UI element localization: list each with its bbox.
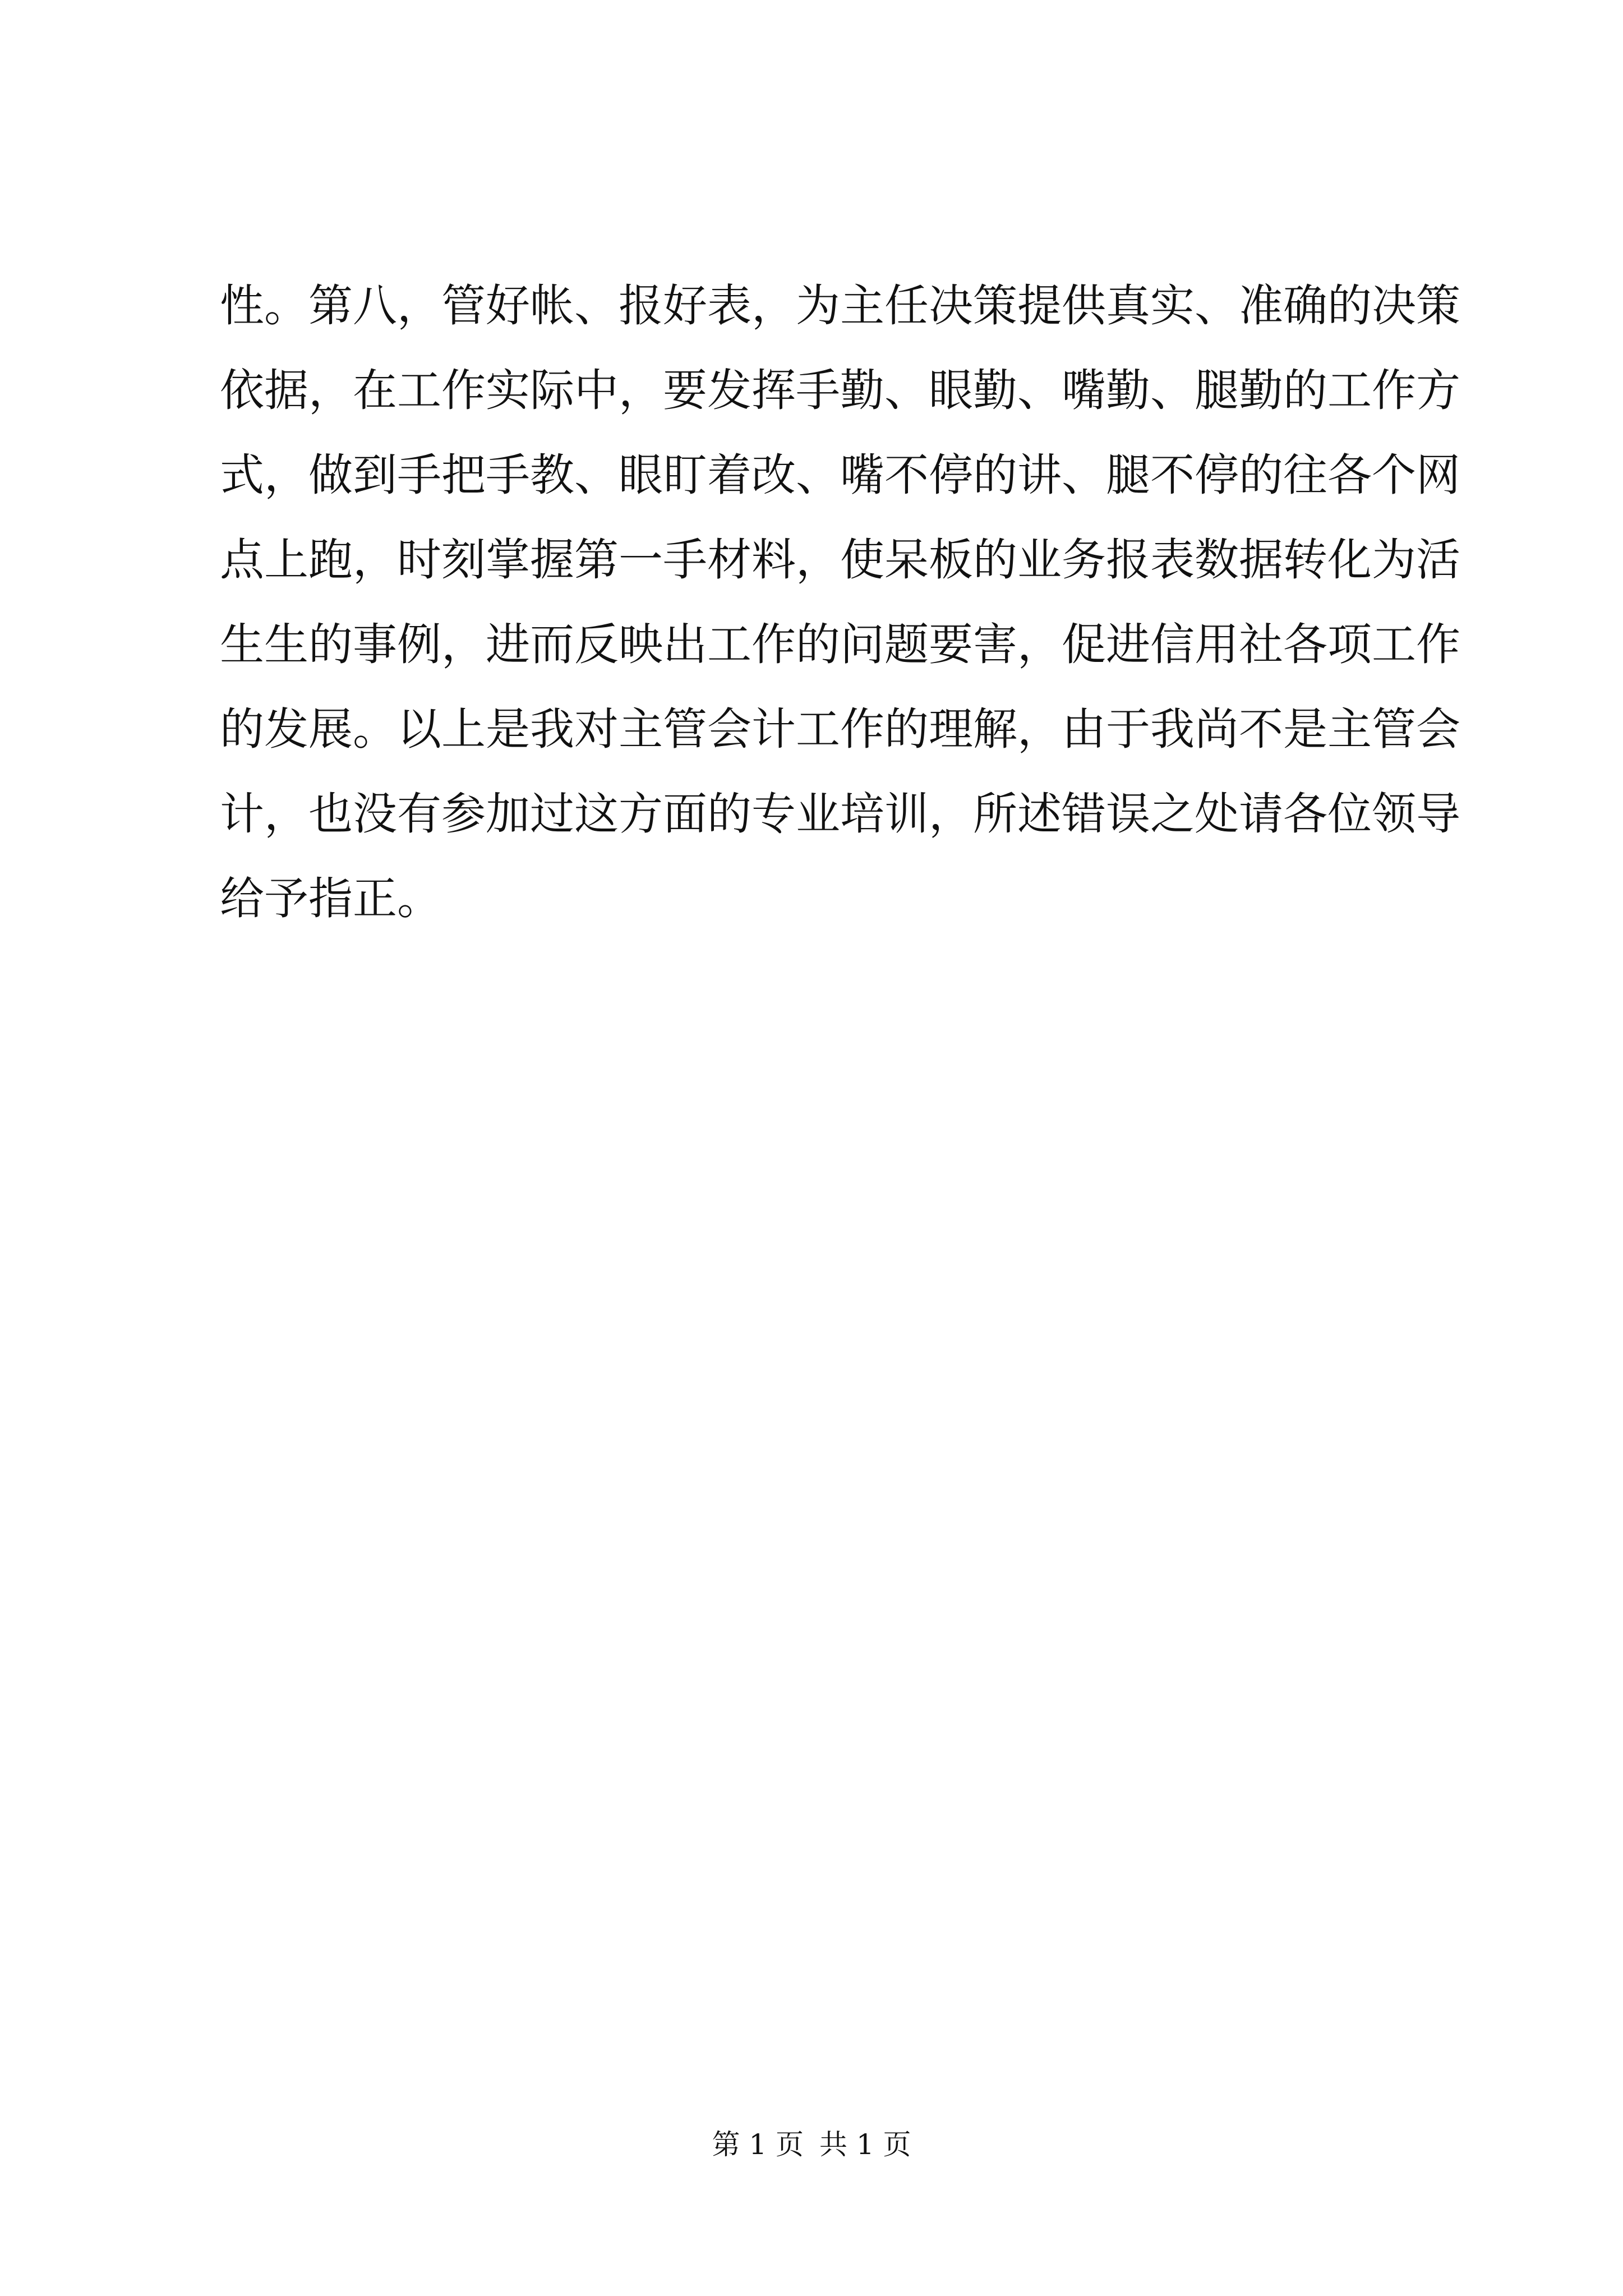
- text-line: 的发展。以上是我对主管会计工作的理解，由于我尚不是主管会: [220, 703, 1460, 755]
- text-line: 性。第八，管好帐、报好表，为主任决策提供真实、准确的决策: [220, 280, 1460, 332]
- text-line: 式，做到手把手教、眼盯着改、嘴不停的讲、腿不停的往各个网: [220, 449, 1460, 501]
- page-total: 共 1 页: [819, 2128, 911, 2161]
- text-line: 计，也没有参加过这方面的专业培训，所述错误之处请各位领导: [220, 788, 1460, 840]
- body-paragraph: [220, 264, 1460, 941]
- text-line: 给予指正。: [220, 873, 441, 924]
- text-line: 依据，在工作实际中，要发挥手勤、眼勤、嘴勤、腿勤的工作方: [220, 365, 1460, 416]
- text-line: 点上跑，时刻掌握第一手材料，使呆板的业务报表数据转化为活: [220, 534, 1460, 586]
- page-footer: [0, 2125, 1623, 2164]
- text-line: 生生的事例，进而反映出工作的问题要害，促进信用社各项工作: [220, 619, 1460, 670]
- page-number: 第 1 页: [712, 2128, 804, 2161]
